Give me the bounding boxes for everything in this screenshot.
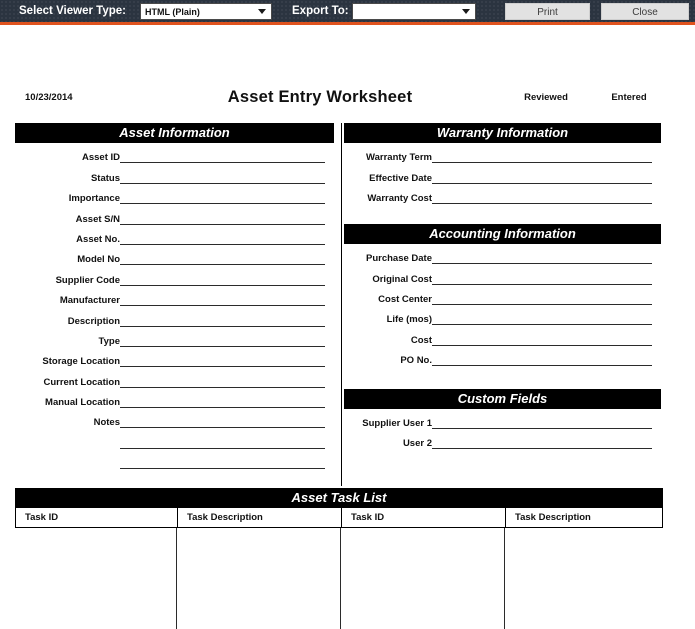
report-date: 10/23/2014 <box>25 92 73 103</box>
export-to-dropdown[interactable] <box>352 3 476 20</box>
viewer-type-value: HTML (Plain) <box>145 6 200 17</box>
viewer-toolbar <box>0 0 695 22</box>
section-header-custom-fields: Custom Fields <box>344 389 661 409</box>
task-column-header: Task Description <box>505 508 664 527</box>
field-row <box>15 143 334 163</box>
task-table-header-row <box>15 508 663 528</box>
task-table-column-divider <box>176 528 177 629</box>
field-label: Cost Center <box>378 293 432 305</box>
column-divider <box>341 123 342 486</box>
section-gap <box>344 366 661 389</box>
field-label: Asset ID <box>81 152 120 164</box>
field-label: Supplier User 1 <box>362 418 432 430</box>
field-line <box>432 303 652 305</box>
page-title: Asset Entry Worksheet <box>227 88 413 106</box>
field-label: Warranty Term <box>366 152 432 164</box>
field-label: Storage Location <box>42 356 120 368</box>
field-row <box>344 163 661 183</box>
chevron-down-icon <box>258 9 266 14</box>
field-row <box>344 143 661 163</box>
field-line <box>120 284 325 286</box>
field-line <box>120 182 325 184</box>
field-label: Notes <box>93 417 120 429</box>
field-line <box>432 447 652 449</box>
field-row <box>15 184 334 204</box>
section-header-warranty-information: Warranty Information <box>344 123 661 143</box>
field-label: Supplier Code <box>55 274 120 286</box>
field-label: Asset S/N <box>75 213 120 225</box>
field-row <box>344 409 661 429</box>
field-row <box>15 347 334 367</box>
field-row <box>344 305 661 325</box>
close-button[interactable]: Close <box>601 3 689 20</box>
section-header-accounting-information: Accounting Information <box>344 224 661 244</box>
notes-continuation-row <box>15 449 334 469</box>
field-label: Effective Date <box>369 172 432 184</box>
field-line <box>120 304 325 306</box>
field-line <box>432 427 652 429</box>
section-gap <box>344 204 661 224</box>
field-line <box>120 365 325 367</box>
field-row <box>15 265 334 285</box>
field-line <box>432 262 652 264</box>
field-line <box>120 345 325 347</box>
field-line <box>120 202 325 204</box>
field-label: Model No <box>77 254 120 266</box>
section-asset-information <box>15 123 334 469</box>
field-label: Asset No. <box>76 233 120 245</box>
field-label: Status <box>90 172 120 184</box>
task-column-header: Task ID <box>341 508 505 527</box>
field-line <box>432 161 652 163</box>
field-label: Description <box>67 315 120 327</box>
field-row <box>15 245 334 265</box>
viewer-type-dropdown[interactable] <box>140 3 272 20</box>
section-header-asset-information: Asset Information <box>15 123 334 143</box>
field-row <box>15 388 334 408</box>
field-row <box>15 408 334 428</box>
right-column <box>344 123 661 449</box>
field-label: Cost <box>410 334 432 346</box>
field-line <box>120 161 325 163</box>
task-column-header: Task Description <box>177 508 341 527</box>
task-table-column-divider <box>340 528 341 629</box>
chevron-down-icon <box>462 9 470 14</box>
field-label: Current Location <box>43 376 120 388</box>
viewer-type-label: Select Viewer Type: <box>19 5 126 17</box>
field-row <box>15 286 334 306</box>
section-asset-task-list <box>15 488 663 528</box>
section-header-asset-task-list: Asset Task List <box>15 488 663 508</box>
field-label: User 2 <box>402 438 432 450</box>
field-line <box>120 386 325 388</box>
field-line <box>120 263 325 265</box>
field-row <box>344 184 661 204</box>
task-table-column-divider <box>504 528 505 629</box>
field-line <box>432 202 652 204</box>
field-line <box>120 243 325 245</box>
field-line <box>432 364 652 366</box>
field-line <box>432 283 652 285</box>
field-line <box>120 406 325 408</box>
field-line <box>120 447 325 449</box>
field-line <box>432 344 652 346</box>
field-row <box>15 327 334 347</box>
field-label: Original Cost <box>372 273 432 285</box>
field-row <box>344 429 661 449</box>
field-row <box>344 346 661 366</box>
field-line <box>120 223 325 225</box>
entered-label: Entered <box>611 92 647 103</box>
field-row <box>344 285 661 305</box>
reviewed-label: Reviewed <box>524 92 568 103</box>
field-label: Manual Location <box>45 397 120 409</box>
field-label: Life (mos) <box>386 314 432 326</box>
field-line <box>120 467 325 469</box>
field-row <box>15 367 334 387</box>
field-row <box>15 204 334 224</box>
export-to-label: Export To: <box>292 5 349 17</box>
field-row <box>344 244 661 264</box>
field-label: Purchase Date <box>365 253 432 265</box>
field-row <box>15 306 334 326</box>
field-row <box>15 163 334 183</box>
task-column-header: Task ID <box>25 512 59 523</box>
field-line <box>120 426 325 428</box>
print-button[interactable]: Print <box>505 3 590 20</box>
field-line <box>432 323 652 325</box>
field-row <box>344 264 661 284</box>
accent-divider <box>0 22 695 25</box>
field-label: Warranty Cost <box>367 193 432 205</box>
field-label: Type <box>98 335 120 347</box>
field-label: Importance <box>68 193 120 205</box>
notes-continuation-row <box>15 428 334 448</box>
field-label: PO No. <box>400 355 432 367</box>
field-line <box>120 325 325 327</box>
field-row <box>15 225 334 245</box>
field-label: Manufacturer <box>59 295 120 307</box>
field-line <box>432 182 652 184</box>
field-row <box>344 325 661 345</box>
